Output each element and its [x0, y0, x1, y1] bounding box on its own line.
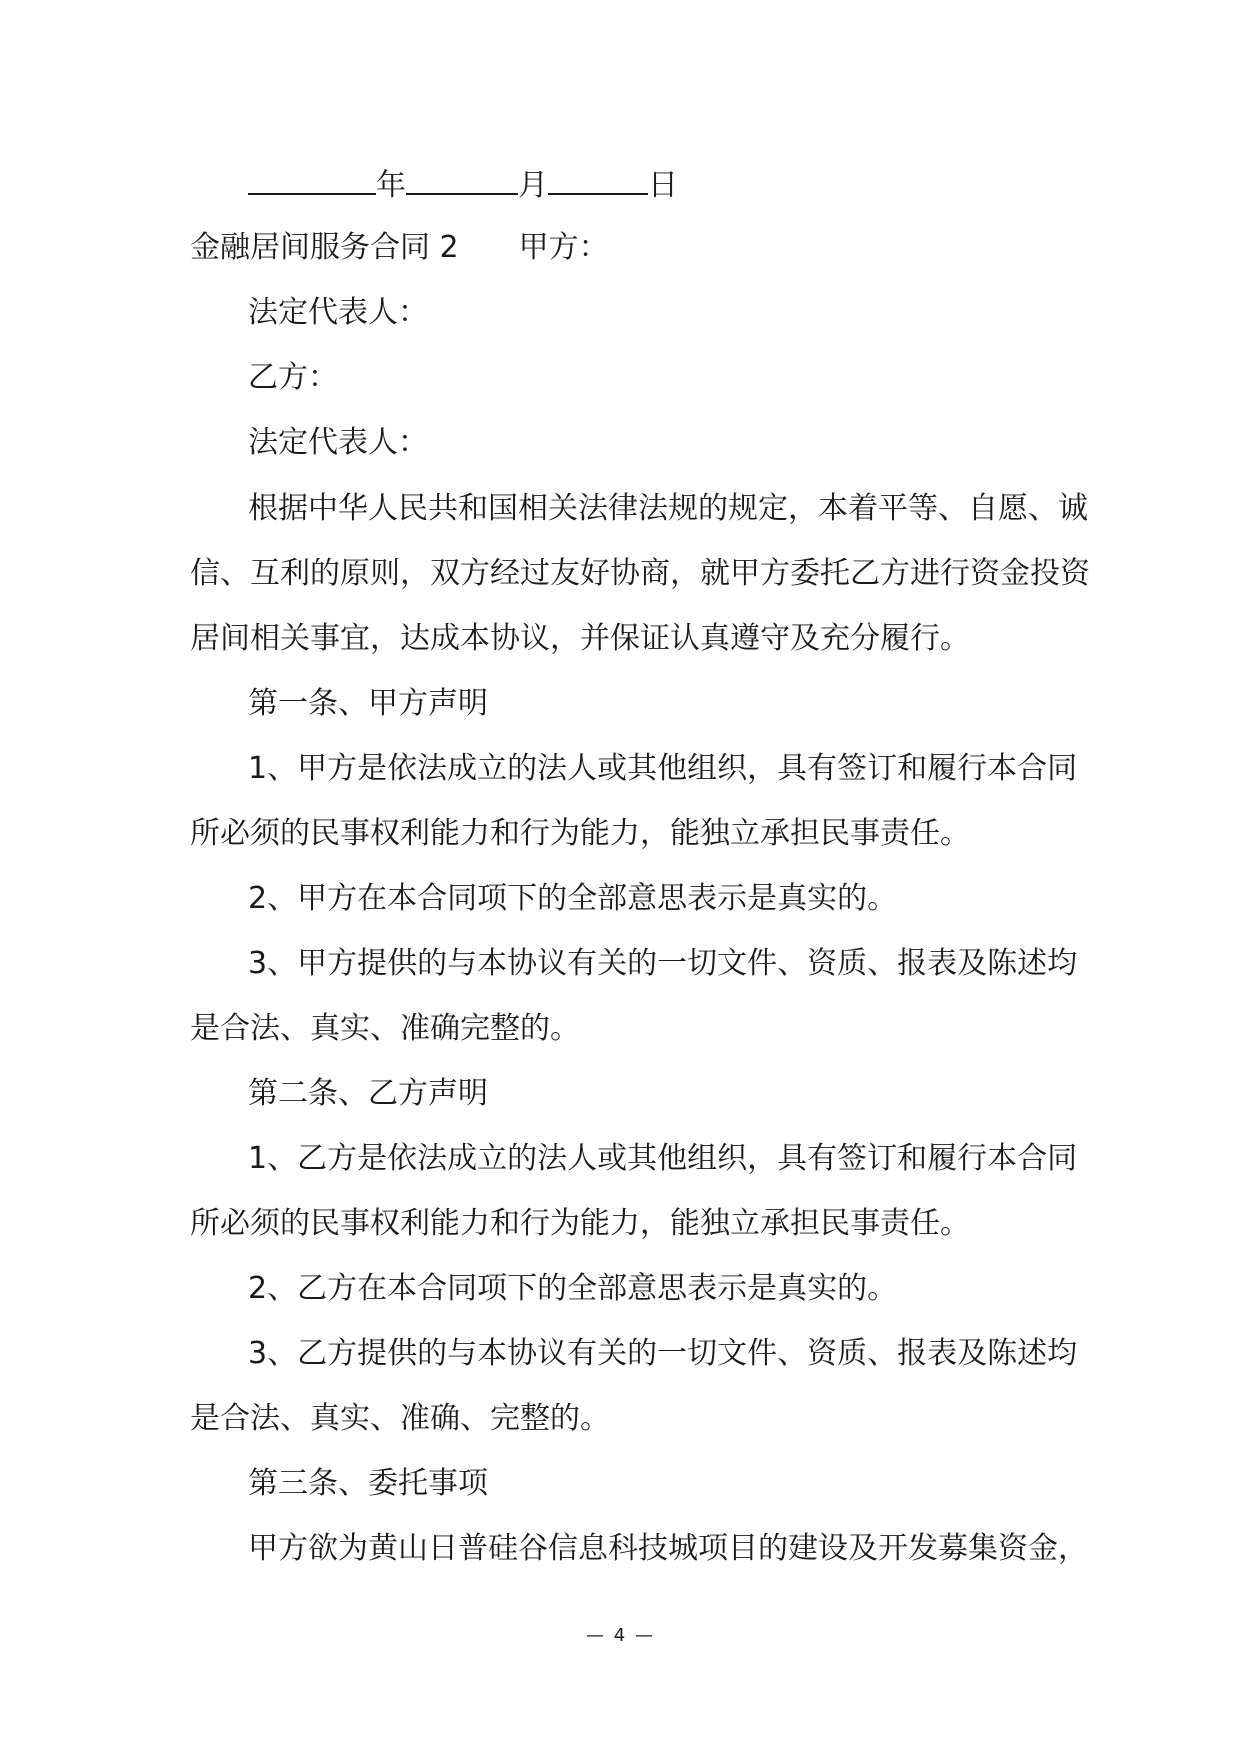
paragraph-line: 居间相关事宜，达成本协议，并保证认真遵守及充分履行。	[190, 621, 970, 656]
paragraph-line: 1、乙方是依法成立的法人或其他组织，具有签订和履行本合同	[248, 1141, 1078, 1176]
paragraph-line: 3、甲方提供的与本协议有关的一切文件、资质、报表及陈述均	[248, 946, 1078, 981]
month-label: 月	[518, 168, 548, 203]
page-number: — 4 —	[586, 1625, 655, 1646]
paragraph-line: 是合法、真实、准确完整的。	[190, 1011, 580, 1046]
year-blank	[248, 163, 376, 195]
year-label: 年	[376, 168, 406, 203]
section-heading: 第二条、乙方声明	[248, 1076, 488, 1111]
party-a-label: 甲方：	[518, 230, 609, 265]
paragraph-line: 1、甲方是依法成立的法人或其他组织，具有签订和履行本合同	[248, 751, 1078, 786]
paragraph-line: 是合法、真实、准确、完整的。	[190, 1401, 610, 1436]
section-heading: 第三条、委托事项	[248, 1466, 488, 1501]
paragraph-line: 信、互利的原则，双方经过友好协商，就甲方委托乙方进行资金投资	[190, 556, 1090, 591]
paragraph-line: 2、乙方在本合同项下的全部意思表示是真实的。	[248, 1271, 898, 1306]
paragraph-line: 甲方欲为黄山日普硅谷信息科技城项目的建设及开发募集资金，	[248, 1531, 1088, 1566]
date-line	[248, 163, 678, 206]
day-label: 日	[648, 168, 678, 203]
paragraph-line: 3、乙方提供的与本协议有关的一切文件、资质、报表及陈述均	[248, 1336, 1078, 1371]
paragraph-line: 法定代表人：	[248, 295, 428, 330]
month-blank	[406, 163, 518, 195]
paragraph-line: 2、甲方在本合同项下的全部意思表示是真实的。	[248, 881, 898, 916]
paragraph-line: 法定代表人：	[248, 425, 428, 460]
paragraph-line: 根据中华人民共和国相关法律法规的规定，本着平等、自愿、诚	[248, 491, 1088, 526]
section-heading: 第一条、甲方声明	[248, 686, 488, 721]
day-blank	[548, 163, 648, 195]
contract-title: 金融居间服务合同 2	[190, 230, 459, 265]
paragraph-line: 乙方：	[248, 360, 338, 395]
paragraph-line: 所必须的民事权利能力和行为能力，能独立承担民事责任。	[190, 1206, 970, 1241]
paragraph-line: 所必须的民事权利能力和行为能力，能独立承担民事责任。	[190, 816, 970, 851]
title-line	[190, 228, 609, 268]
